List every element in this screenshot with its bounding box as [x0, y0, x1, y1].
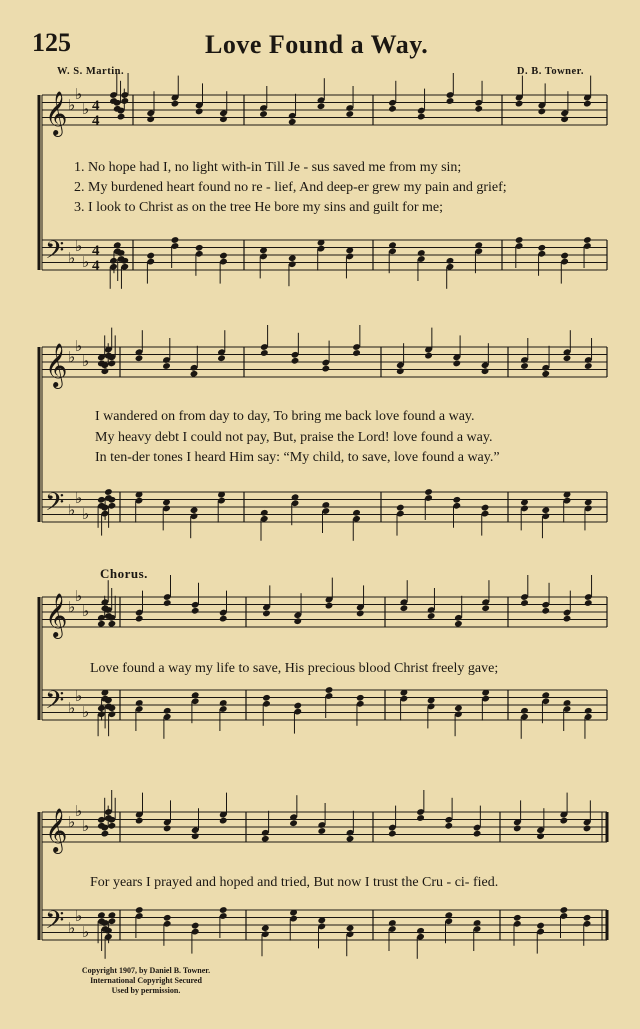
flat-icon: ♭ — [82, 602, 90, 620]
note-head — [293, 617, 302, 625]
note-head — [481, 604, 490, 612]
time-signature-top: 4 — [92, 98, 100, 114]
note-head — [416, 927, 425, 935]
verse-3-line-2: In ten-der tones I heard Him say: “My child, to save, love found a way.” — [95, 450, 500, 465]
note-head — [388, 105, 397, 113]
note-head — [219, 906, 228, 914]
note-head — [416, 814, 425, 822]
note-head — [446, 97, 455, 105]
note-head — [219, 817, 228, 825]
note-head — [97, 496, 106, 504]
verse-2-line-1: 2. My burdened heart found no re - lief, And deep-er grew my pain and grief; — [74, 180, 507, 195]
note-head — [563, 354, 572, 362]
note-head — [146, 115, 155, 123]
bass-clef-icon: 𝄢 — [45, 686, 65, 721]
note-head — [583, 236, 592, 244]
note-head — [520, 362, 529, 370]
verse-2-line-2: My heavy debt I could not pay, But, praise the Lord! love found a way. — [95, 430, 493, 445]
note-head — [289, 819, 298, 827]
note-head — [417, 249, 426, 257]
note-head — [538, 108, 547, 116]
hymn-number: 125 — [32, 28, 71, 57]
flat-icon: ♭ — [75, 687, 83, 705]
note-head — [563, 615, 572, 623]
note-head — [400, 604, 409, 612]
note-head — [171, 100, 180, 108]
note-head — [163, 599, 172, 607]
note-head — [101, 830, 110, 838]
note-head — [325, 602, 334, 610]
note-head — [135, 354, 144, 362]
note-head — [262, 610, 271, 618]
flat-icon: ♭ — [68, 501, 76, 519]
note-head — [563, 699, 572, 707]
lyricist-credit: W. S. Martin. — [57, 66, 125, 77]
note-head — [195, 244, 204, 252]
bass-clef-icon: 𝄢 — [45, 488, 65, 523]
verse-3-line-1: 3. I look to Christ as on the tree He bore my sins and guilt for me; — [74, 200, 443, 215]
flat-icon: ♭ — [82, 505, 90, 523]
note-head — [560, 115, 569, 123]
treble-clef-icon: 𝄞 — [45, 91, 68, 135]
note-head — [217, 354, 226, 362]
time-signature-top: 4 — [92, 243, 100, 259]
note-head — [584, 707, 593, 715]
note-head — [325, 686, 334, 694]
hymn-title: Love Found a Way. — [205, 30, 429, 59]
note-head — [515, 236, 524, 244]
note-head — [219, 115, 228, 123]
time-signature-bottom: 4 — [92, 258, 100, 274]
note-head — [163, 914, 172, 922]
flat-icon: ♭ — [82, 703, 90, 721]
note-head — [191, 607, 200, 615]
note-head — [388, 830, 397, 838]
note-head — [162, 362, 171, 370]
treble-clef-icon: 𝄞 — [45, 343, 68, 387]
note-head — [515, 100, 524, 108]
note-head — [108, 360, 117, 368]
note-head — [444, 822, 453, 830]
note-head — [584, 362, 593, 370]
flat-icon: ♭ — [75, 85, 83, 103]
note-head — [135, 615, 144, 623]
flat-icon: ♭ — [68, 699, 76, 717]
note-head — [427, 612, 436, 620]
flat-icon: ♭ — [82, 352, 90, 370]
note-head — [513, 825, 522, 833]
note-head — [481, 367, 490, 375]
note-head — [520, 707, 529, 715]
note-head — [424, 488, 433, 496]
note-head — [291, 357, 300, 365]
note-head — [417, 113, 426, 121]
flat-icon: ♭ — [68, 249, 76, 267]
note-head — [583, 914, 592, 922]
flat-icon: ♭ — [68, 919, 76, 937]
flat-icon: ♭ — [75, 237, 83, 255]
note-head — [259, 110, 268, 118]
flat-icon: ♭ — [68, 598, 76, 616]
note-head — [191, 832, 200, 840]
note-head — [219, 615, 228, 623]
note-head — [356, 694, 365, 702]
copyright-notice — [66, 966, 226, 996]
bass-clef-icon: 𝄢 — [45, 236, 65, 271]
note-head — [262, 694, 271, 702]
flat-icon: ♭ — [75, 587, 83, 605]
verse-1-line-2: I wandered on from day to day, To bring me back love found a way. — [95, 409, 475, 424]
chorus-label: Chorus. — [100, 566, 148, 581]
note-head — [560, 252, 569, 260]
note-head — [135, 699, 144, 707]
note-head — [583, 100, 592, 108]
verse-1-line-1: 1. No hope had I, no light with-in Till Je - sus saved me from my sin; — [74, 160, 462, 175]
note-head — [352, 349, 361, 357]
copyright-line-1: Copyright 1907, by Daniel B. Towner. — [81, 966, 211, 975]
note-head — [513, 914, 522, 922]
flat-icon: ♭ — [75, 337, 83, 355]
note-head — [356, 610, 365, 618]
note-head — [559, 817, 568, 825]
note-head — [584, 599, 593, 607]
flat-icon: ♭ — [75, 489, 83, 507]
flat-icon: ♭ — [82, 100, 90, 118]
note-head — [104, 488, 113, 496]
note-head — [396, 367, 405, 375]
note-head — [474, 105, 483, 113]
note-head — [317, 827, 326, 835]
treble-clef-icon: 𝄞 — [45, 808, 68, 852]
note-head — [321, 365, 330, 373]
note-head — [481, 504, 490, 512]
note-head — [473, 919, 482, 927]
note-head — [536, 832, 545, 840]
note-head — [163, 825, 172, 833]
note-head — [146, 252, 155, 260]
note-head — [388, 919, 397, 927]
flat-icon: ♭ — [68, 813, 76, 831]
flat-icon: ♭ — [68, 96, 76, 114]
flat-icon: ♭ — [82, 253, 90, 271]
flat-icon: ♭ — [75, 802, 83, 820]
note-head — [195, 108, 204, 116]
note-head — [473, 830, 482, 838]
note-head — [101, 367, 110, 375]
note-head — [536, 922, 545, 930]
note-head — [321, 501, 330, 509]
note-head — [191, 922, 200, 930]
note-head — [317, 102, 326, 110]
note-head — [452, 496, 461, 504]
time-signature-bottom: 4 — [92, 113, 100, 129]
chorus-line-2: For years I prayed and hoped and tried, But now I trust the Cru - ci- fied. — [90, 875, 499, 890]
note-head — [171, 236, 180, 244]
note-head — [117, 113, 126, 121]
note-head — [352, 509, 361, 517]
note-head — [219, 699, 228, 707]
note-head — [424, 352, 433, 360]
note-head — [452, 360, 461, 368]
flat-icon: ♭ — [82, 923, 90, 941]
note-head — [538, 244, 547, 252]
note-head — [396, 504, 405, 512]
note-head — [163, 707, 172, 715]
copyright-line-3: Used by permission. — [111, 986, 181, 995]
note-head — [135, 817, 144, 825]
treble-clef-icon: 𝄞 — [45, 593, 68, 637]
note-head — [541, 607, 550, 615]
note-head — [260, 349, 269, 357]
note-head — [583, 825, 592, 833]
flat-icon: ♭ — [82, 817, 90, 835]
note-head — [219, 252, 228, 260]
note-head — [293, 702, 302, 710]
note-head — [520, 599, 529, 607]
flat-icon: ♭ — [75, 907, 83, 925]
copyright-line-2: International Copyright Secured — [90, 976, 202, 985]
note-head — [345, 110, 354, 118]
note-head — [260, 509, 269, 517]
note-head — [135, 906, 144, 914]
flat-icon: ♭ — [68, 348, 76, 366]
composer-credit: D. B. Towner. — [516, 66, 584, 77]
chorus-line-1: Love found a way my life to save, His precious blood Christ freely gave; — [90, 661, 499, 676]
note-head — [559, 906, 568, 914]
note-head — [120, 97, 129, 105]
bass-clef-icon: 𝄢 — [45, 906, 65, 941]
note-head — [446, 257, 455, 265]
note-head — [108, 822, 117, 830]
